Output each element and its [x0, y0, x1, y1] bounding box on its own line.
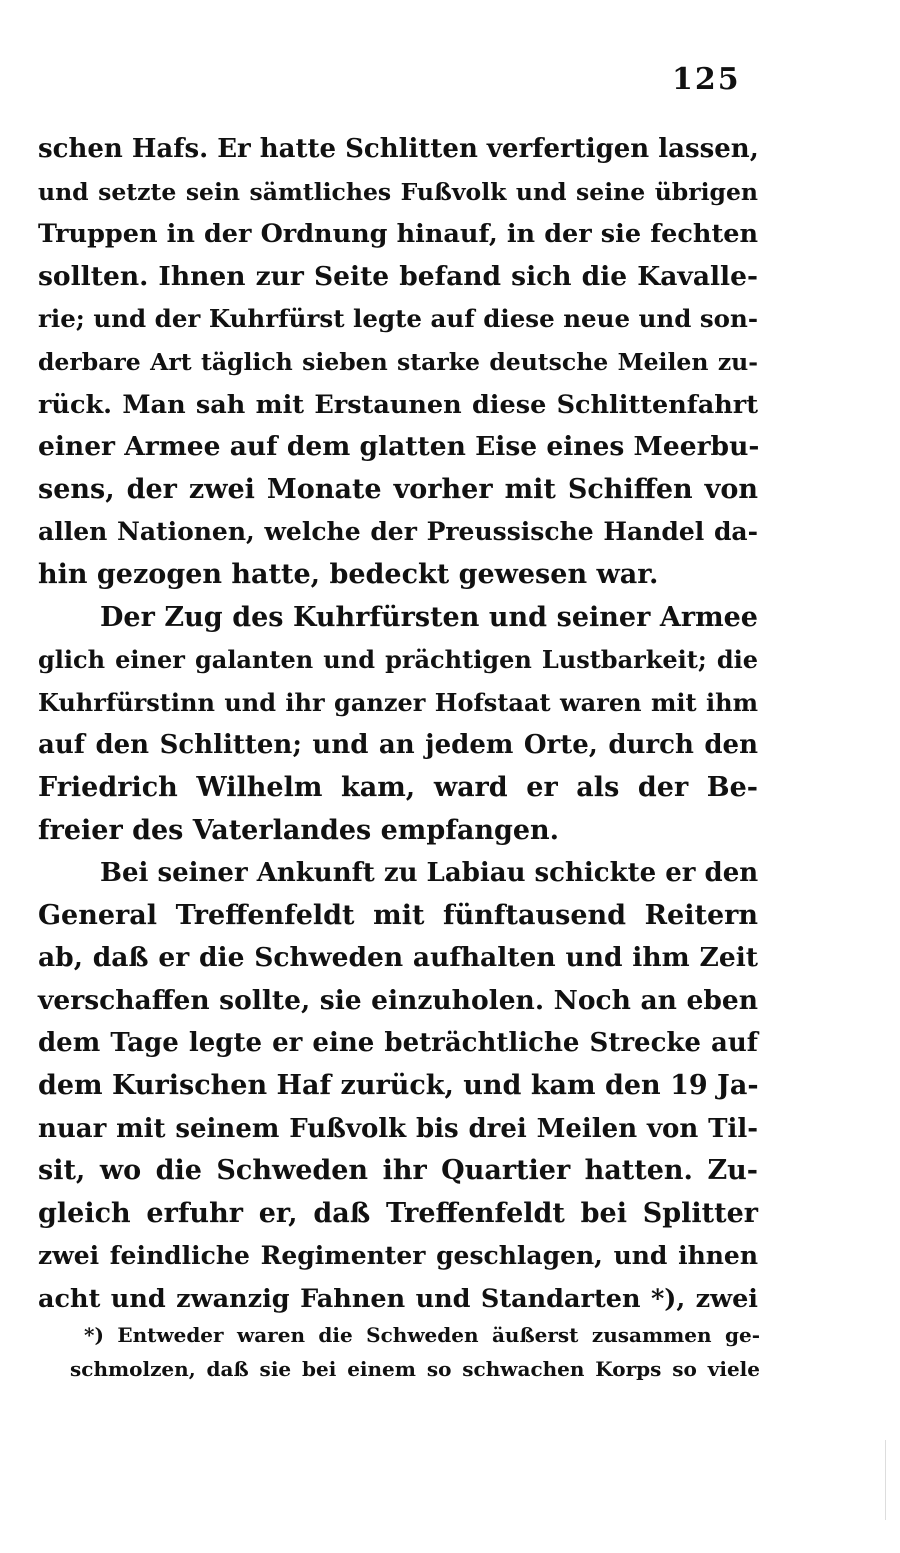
text-line: Der Zug des Kuhrfürsten und seiner Armee: [100, 601, 758, 633]
text-line: Bei seiner Ankunft zu Labiau schickte er den: [100, 858, 759, 889]
text-line: gleich erfuhr er, daß Treffenfeldt bei Splitter: [38, 1197, 758, 1229]
text-line: sollten. Ihnen zur Seite befand sich die Kavalle-: [38, 260, 758, 292]
text-line: nuar mit seinem Fußvolk bis drei Meilen von Til-: [38, 1113, 758, 1144]
text-line: hin gezogen hatte, bedeckt gewesen war.: [38, 558, 659, 590]
text-line: sens, der zwei Monate vorher mit Schiffen von: [38, 473, 758, 505]
text-line: ab, daß er die Schweden aufhalten und ihm Zeit: [38, 942, 758, 974]
text-line: Truppen in der Ordnung hinauf, in der sie fechten: [38, 219, 758, 250]
text-line: auf den Schlitten; und an jedem Orte, durch den: [38, 730, 758, 761]
text-line: General Treffenfeldt mit fünftausend Reitern: [38, 899, 758, 931]
text-line: sit, wo die Schweden ihr Quartier hatten. Zu-: [38, 1155, 758, 1187]
footnote-line: schmolzen, daß sie bei einem so schwachen Korps so viele: [70, 1357, 760, 1381]
text-line: freier des Vaterlandes empfangen.: [38, 814, 560, 846]
text-line: glich einer galanten und prächtigen Lustbarkeit; die: [38, 645, 758, 675]
text-line: Kuhrfürstinn und ihr ganzer Hofstaat waren mit ihm: [38, 687, 758, 717]
footnote: [70, 1318, 760, 1386]
footnote-line: *) Entweder waren die Schweden äußerst zusammen ge-: [84, 1323, 760, 1347]
text-line: dem Kurischen Haf zurück, und kam den 19 Ja-: [38, 1070, 759, 1102]
text-line: Friedrich Wilhelm kam, ward er als der Be-: [38, 771, 758, 803]
text-line: schen Hafs. Er hatte Schlitten verfertigen lassen,: [38, 134, 759, 164]
text-line: dem Tage legte er eine beträchtliche Strecke auf: [38, 1028, 758, 1059]
page-number: 125: [672, 62, 741, 97]
text-line: und setzte sein sämtliches Fußvolk und seine übrigen: [38, 177, 758, 206]
text-line: rie; und der Kuhrfürst legte auf diese neue und son-: [38, 304, 758, 334]
text-line: einer Armee auf dem glatten Eise eines Meerbu-: [38, 431, 760, 463]
body-text: [38, 128, 758, 1321]
text-line: rück. Man sah mit Erstaunen diese Schlittenfahrt: [38, 389, 758, 420]
text-line: derbare Art täglich sieben starke deutsche Meilen zu-: [38, 347, 758, 376]
text-line: zwei feindliche Regimenter geschlagen, und ihnen: [38, 1241, 758, 1271]
text-line: verschaffen sollte, sie einzuholen. Noch an eben: [38, 984, 758, 1016]
text-line: acht und zwanzig Fahnen und Standarten *), zwei: [38, 1284, 758, 1315]
text-line: allen Nationen, welche der Preussische Handel da-: [38, 517, 758, 547]
page-edge-mark: [885, 1440, 886, 1520]
